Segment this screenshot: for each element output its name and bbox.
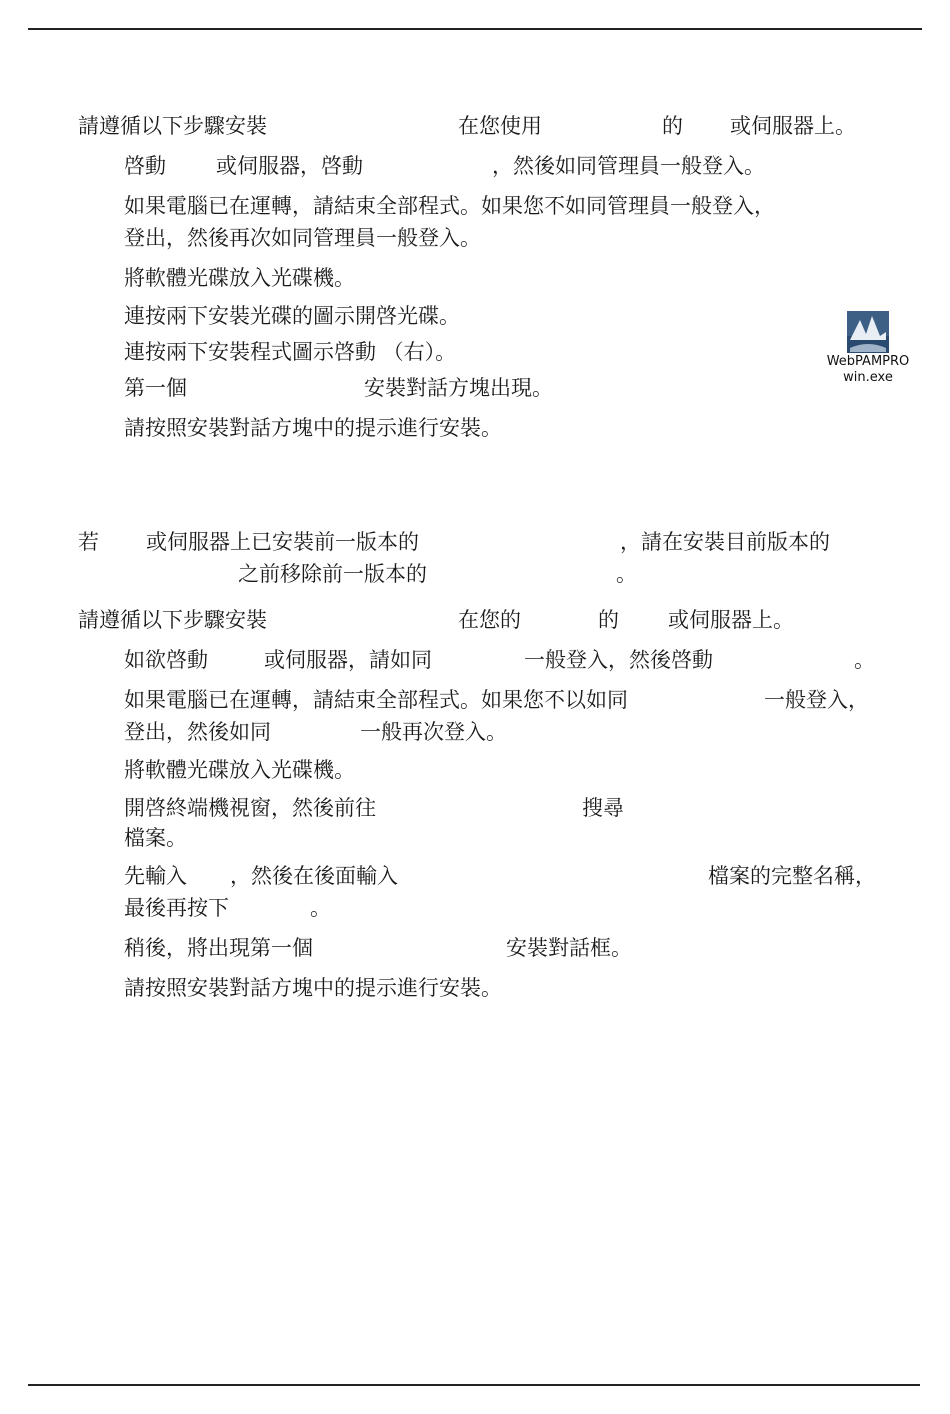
section2-intro-c: 的 xyxy=(598,608,619,632)
section2-step4-line1-a: 開啓終端機視窗，然後前往 xyxy=(124,796,376,820)
section2-intro-d: 或伺服器上。 xyxy=(668,608,794,632)
installer-app-icon xyxy=(846,310,890,354)
section2-step2-line1-b: 一般登入， xyxy=(764,688,869,712)
footer-rule xyxy=(28,1384,920,1386)
section1-step5: 連按兩下安裝程式圖示啓動 （右）。 xyxy=(124,340,457,364)
section1-step2-line2: 登出，然後再次如同管理員一般登入。 xyxy=(124,226,481,250)
header-rule xyxy=(28,28,922,30)
section2-step7: 請按照安裝對話方塊中的提示進行安裝。 xyxy=(124,976,502,1000)
section1-step6-b: 安裝對話方塊出現。 xyxy=(364,376,553,400)
section1-intro-d: 或伺服器上。 xyxy=(730,114,856,138)
note-line2-b: 。 xyxy=(616,562,637,586)
section2-step1-d: 。 xyxy=(854,648,875,672)
section2-step5-line1-a: 先輸入 xyxy=(124,864,187,888)
section2-intro-b: 在您的 xyxy=(458,608,521,632)
section1-step1-a: 啓動 xyxy=(124,154,166,178)
section1-step3: 將軟體光碟放入光碟機。 xyxy=(124,266,355,290)
note-line1-b: 或伺服器上已安裝前一版本的 xyxy=(146,530,419,554)
note-line1-c: ，請在安裝目前版本的 xyxy=(620,530,830,554)
section2-intro-a: 請遵循以下步驟安裝 xyxy=(78,608,267,632)
section2-step4-line2: 檔案。 xyxy=(124,826,187,850)
section2-step2-line2-b: 一般再次登入。 xyxy=(360,720,507,744)
section1-step2-line1: 如果電腦已在運轉，請結束全部程式。如果您不如同管理員一般登入， xyxy=(124,194,775,218)
section2-step2-line2-a: 登出，然後如同 xyxy=(124,720,271,744)
section2-step5-line2-b: 。 xyxy=(310,896,331,920)
section2-step1-b: 或伺服器，請如同 xyxy=(264,648,432,672)
section1-step6-a: 第一個 xyxy=(124,376,187,400)
section2-step2-line1-a: 如果電腦已在運轉，請結束全部程式。如果您不以如同 xyxy=(124,688,628,712)
section1-step4: 連按兩下安裝光碟的圖示開啓光碟。 xyxy=(124,304,460,328)
section2-step6-a: 稍後，將出現第一個 xyxy=(124,936,313,960)
section2-step5-line1-c: 檔案的完整名稱， xyxy=(708,864,876,888)
section2-step1-c: 一般登入，然後啓動 xyxy=(524,648,713,672)
section1-step1-c: ，然後如同管理員一般登入。 xyxy=(492,154,765,178)
section1-step1-b: 或伺服器，啓動 xyxy=(216,154,363,178)
icon-label-line1: WebPAMPRO xyxy=(826,354,910,369)
section1-step7: 請按照安裝對話方塊中的提示進行安裝。 xyxy=(124,416,502,440)
section2-step1-a: 如欲啓動 xyxy=(124,648,208,672)
section1-intro-a: 請遵循以下步驟安裝 xyxy=(78,114,267,138)
section2-step6-b: 安裝對話框。 xyxy=(506,936,632,960)
installer-icon-block[interactable] xyxy=(816,310,920,402)
section2-step4-line1-b: 搜尋 xyxy=(582,796,624,820)
section2-step5-line1-b: ，然後在後面輸入 xyxy=(230,864,398,888)
note-line2-a: 之前移除前一版本的 xyxy=(238,562,427,586)
section1-intro-c: 的 xyxy=(662,114,683,138)
section2-step3: 將軟體光碟放入光碟機。 xyxy=(124,758,355,782)
section1-intro-b: 在您使用 xyxy=(458,114,542,138)
icon-label-line2: win.exe xyxy=(843,370,893,385)
section2-step5-line2-a: 最後再按下 xyxy=(124,896,229,920)
note-line1-a: 若 xyxy=(78,530,99,554)
